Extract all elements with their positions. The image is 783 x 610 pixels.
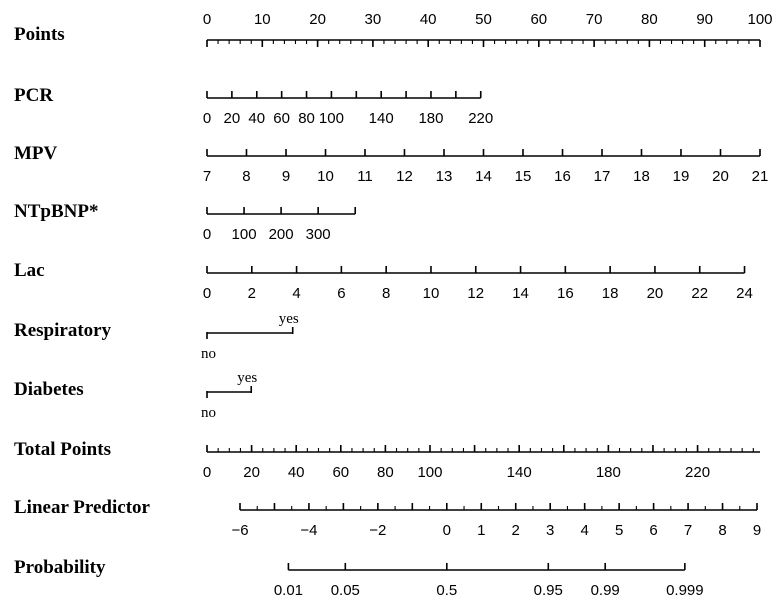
tick-label-lp-15: 9 <box>752 522 762 539</box>
tick-label-ntpbnp-3: 300 <box>305 226 331 243</box>
tick-label-points-4: 40 <box>419 11 437 28</box>
tick-label-points-3: 30 <box>364 11 382 28</box>
tick-label-pcr-3: 60 <box>273 110 290 127</box>
tick-label-lac-0: 0 <box>202 285 212 302</box>
tick-label-mpv-3: 10 <box>317 168 334 185</box>
tick-label-mpv-13: 20 <box>712 168 729 185</box>
tick-label-pcr-7: 140 <box>368 110 394 127</box>
tick-label-prob-3: 0.95 <box>533 582 563 599</box>
tick-label-mpv-11: 18 <box>633 168 650 185</box>
row-label-lp: Linear Predictor <box>14 497 150 518</box>
tick-label-lp-4: −2 <box>369 522 387 539</box>
tick-label-lac-11: 22 <box>691 285 709 302</box>
level-label-diabetes-no: no <box>201 405 216 421</box>
tick-label-mpv-0: 7 <box>202 168 212 185</box>
tick-label-points-7: 70 <box>585 11 603 28</box>
tick-label-points-9: 90 <box>696 11 714 28</box>
tick-label-mpv-7: 14 <box>475 168 492 185</box>
row-label-diabetes: Diabetes <box>14 379 84 400</box>
tick-label-pcr-0: 0 <box>202 110 212 127</box>
tick-label-mpv-12: 19 <box>672 168 690 185</box>
tick-label-mpv-1: 8 <box>242 168 251 185</box>
tick-label-points-1: 10 <box>253 11 271 28</box>
tick-label-lp-9: 3 <box>546 522 555 539</box>
row-label-lac: Lac <box>14 260 45 281</box>
tick-label-lp-10: 4 <box>580 522 589 539</box>
tick-label-mpv-9: 16 <box>554 168 571 185</box>
tick-label-total-3: 60 <box>332 464 350 481</box>
tick-label-mpv-4: 11 <box>357 168 373 185</box>
tick-label-pcr-2: 40 <box>248 110 266 127</box>
tick-label-pcr-11: 220 <box>468 110 494 127</box>
tick-label-pcr-9: 180 <box>418 110 444 127</box>
tick-label-pcr-1: 20 <box>223 110 241 127</box>
tick-label-pcr-5: 100 <box>318 110 344 127</box>
tick-label-lac-3: 6 <box>337 285 346 302</box>
tick-label-prob-2: 0.5 <box>436 582 458 599</box>
tick-label-prob-0: 0.01 <box>273 582 304 599</box>
level-label-respiratory-no: no <box>201 346 216 362</box>
tick-label-total-4: 80 <box>377 464 394 481</box>
tick-label-prob-1: 0.05 <box>330 582 360 599</box>
tick-label-total-5: 100 <box>417 464 443 481</box>
tick-label-points-6: 60 <box>530 11 548 28</box>
tick-label-total-9: 180 <box>595 464 621 481</box>
tick-label-lp-11: 5 <box>614 522 624 539</box>
tick-label-lp-6: 0 <box>442 522 451 539</box>
tick-label-lp-12: 6 <box>649 522 658 539</box>
row-label-points: Points <box>14 24 65 45</box>
tick-label-points-8: 80 <box>641 11 658 28</box>
tick-label-total-2: 40 <box>287 464 305 481</box>
tick-label-ntpbnp-2: 200 <box>268 226 294 243</box>
tick-label-lac-1: 2 <box>247 285 256 302</box>
tick-label-pcr-4: 80 <box>298 110 315 127</box>
tick-label-total-11: 220 <box>685 464 711 481</box>
tick-label-points-2: 20 <box>309 11 326 28</box>
tick-label-mpv-8: 15 <box>514 168 532 185</box>
row-label-total: Total Points <box>14 439 111 460</box>
row-label-mpv: MPV <box>14 143 58 164</box>
tick-label-lac-6: 12 <box>467 285 485 302</box>
tick-label-lac-8: 16 <box>557 285 574 302</box>
tick-label-lac-10: 20 <box>646 285 664 302</box>
tick-label-mpv-14: 21 <box>751 168 769 185</box>
tick-label-prob-5: 0.999 <box>666 582 704 599</box>
tick-label-lp-7: 1 <box>477 522 486 539</box>
tick-label-points-5: 50 <box>475 11 492 28</box>
tick-label-lp-2: −4 <box>300 522 318 539</box>
tick-label-lp-13: 7 <box>683 522 693 539</box>
tick-label-lp-8: 2 <box>511 522 520 539</box>
tick-label-mpv-5: 12 <box>396 168 413 185</box>
tick-label-lac-2: 4 <box>292 285 301 302</box>
tick-label-points-0: 0 <box>202 11 212 28</box>
tick-label-total-0: 0 <box>202 464 212 481</box>
tick-label-prob-4: 0.99 <box>590 582 620 599</box>
row-label-pcr: PCR <box>14 85 54 106</box>
tick-label-total-7: 140 <box>506 464 532 481</box>
tick-label-lac-9: 18 <box>601 285 619 302</box>
tick-label-lac-4: 8 <box>382 285 391 302</box>
tick-label-mpv-6: 13 <box>435 168 453 185</box>
row-label-prob: Probability <box>14 557 106 578</box>
tick-label-mpv-2: 9 <box>281 168 291 185</box>
tick-label-total-1: 20 <box>243 464 260 481</box>
tick-label-lac-7: 14 <box>512 285 529 302</box>
tick-label-lac-5: 10 <box>422 285 440 302</box>
row-label-ntpbnp: NTpBNP* <box>14 201 99 222</box>
level-label-diabetes-yes: yes <box>237 370 258 386</box>
tick-label-ntpbnp-0: 0 <box>202 226 212 243</box>
row-label-respiratory: Respiratory <box>14 320 112 341</box>
tick-label-lp-0: −6 <box>231 522 249 539</box>
tick-label-ntpbnp-1: 100 <box>231 226 257 243</box>
level-label-respiratory-yes: yes <box>278 311 299 327</box>
tick-label-points-10: 100 <box>747 11 773 28</box>
tick-label-lp-14: 8 <box>718 522 727 539</box>
tick-label-lac-12: 24 <box>736 285 753 302</box>
tick-label-mpv-10: 17 <box>593 168 611 185</box>
